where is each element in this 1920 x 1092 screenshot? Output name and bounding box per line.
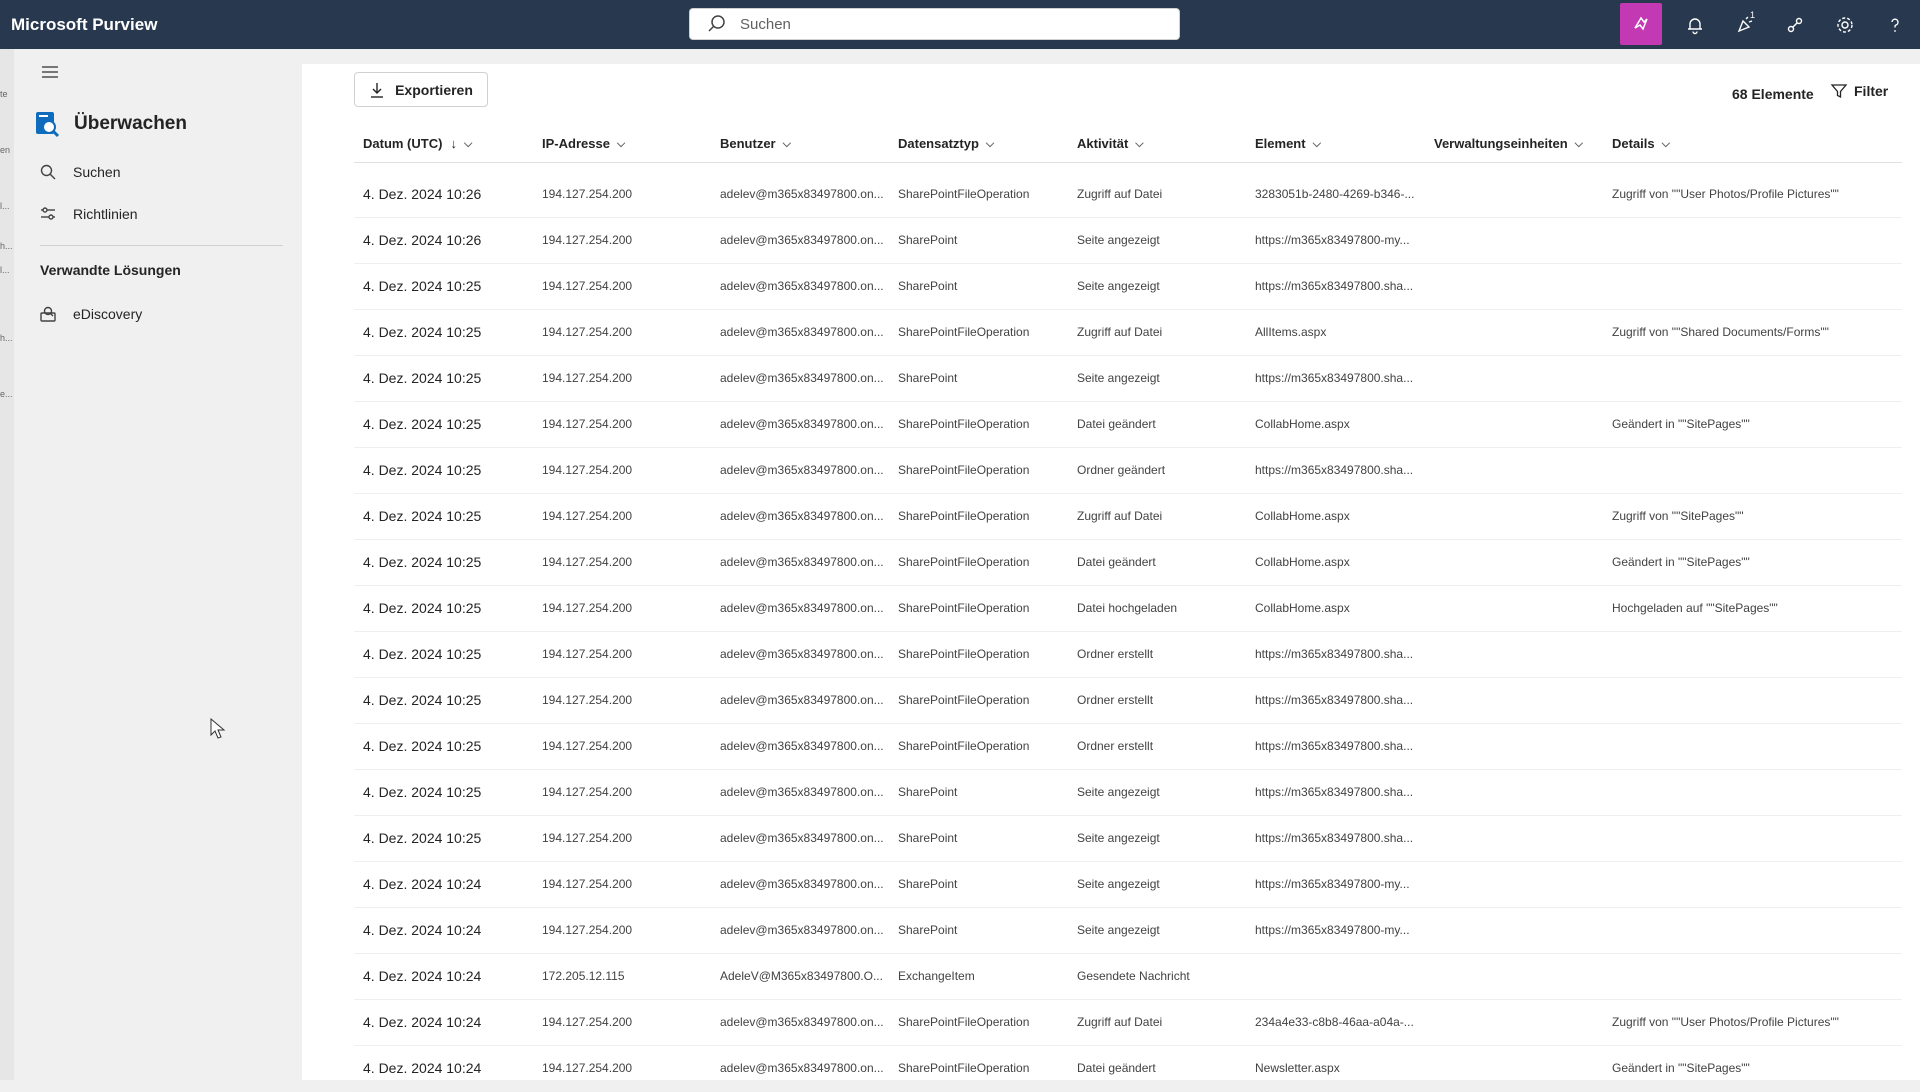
cell-ip-adresse: 194.127.254.200 [542,785,633,799]
cell-datensatztyp: SharePointFileOperation [898,187,1030,201]
cell-element: https://m365x83497800.sha... [1255,463,1414,477]
top-bar-actions [1620,0,1920,49]
ediscovery-icon [39,305,57,323]
column-header-label: Element [1255,136,1306,151]
cell-aktivitaet: Ordner erstellt [1077,693,1154,707]
cell-datensatztyp: SharePoint [898,785,958,799]
cell-aktivitaet: Datei geändert [1077,417,1156,431]
cell-benutzer: adelev@m365x83497800.on... [720,325,884,339]
cell-datum: 4. Dez. 2024 10:25 [363,554,482,570]
chevron-down-icon: ⌵ [782,138,791,150]
settings-icon [1835,15,1855,35]
table-row[interactable] [354,1000,1902,1046]
table-row[interactable] [354,310,1902,356]
cell-datum: 4. Dez. 2024 10:25 [363,600,482,616]
column-header-label: Benutzer [720,136,776,151]
filter-button[interactable] [1830,82,1888,100]
cell-benutzer: adelev@m365x83497800.on... [720,785,884,799]
cell-verwaltungseinheiten [1434,356,1599,401]
sidebar-item-label: Richtlinien [73,206,138,222]
cell-datensatztyp: SharePointFileOperation [898,555,1030,569]
audit-icon [34,110,60,138]
cell-element: https://m365x83497800.sha... [1255,739,1414,753]
notifications-button[interactable] [1670,0,1720,49]
cell-datum: 4. Dez. 2024 10:24 [363,1014,482,1030]
cell-aktivitaet: Seite angezeigt [1077,371,1160,385]
main-panel [302,64,1920,1080]
column-header-details[interactable] [1612,126,1670,162]
cell-datum: 4. Dez. 2024 10:25 [363,462,482,478]
cell-datensatztyp: SharePoint [898,831,958,845]
cell-datensatztyp: SharePointFileOperation [898,739,1030,753]
cell-ip-adresse: 194.127.254.200 [542,693,633,707]
cell-details [1612,264,1897,309]
cell-element: https://m365x83497800-my... [1255,233,1410,247]
cell-datum: 4. Dez. 2024 10:25 [363,416,482,432]
cell-datum: 4. Dez. 2024 10:25 [363,370,482,386]
cell-aktivitaet: Ordner geändert [1077,463,1166,477]
cell-verwaltungseinheiten [1434,586,1599,631]
cell-ip-adresse: 194.127.254.200 [542,555,633,569]
cell-datum: 4. Dez. 2024 10:25 [363,830,482,846]
cell-verwaltungseinheiten [1434,908,1599,953]
cell-benutzer: adelev@m365x83497800.on... [720,463,884,477]
copilot-button[interactable] [1620,3,1662,45]
cell-datum: 4. Dez. 2024 10:26 [363,232,482,248]
export-button-label: Exportieren [395,81,473,98]
chevron-down-icon: ⌵ [1661,138,1670,150]
cell-element: CollabHome.aspx [1255,601,1350,615]
cell-benutzer: adelev@m365x83497800.on... [720,279,884,293]
edge-label: e... [0,389,13,399]
table-row[interactable] [354,218,1902,264]
cell-verwaltungseinheiten [1434,862,1599,907]
cell-verwaltungseinheiten [1434,632,1599,677]
cell-benutzer: adelev@m365x83497800.on... [720,693,884,707]
table-row[interactable] [354,402,1902,448]
chevron-down-icon: ⌵ [1135,138,1144,150]
cell-details [1612,862,1897,907]
hamburger-menu-icon[interactable] [40,62,60,82]
cell-verwaltungseinheiten [1434,218,1599,263]
cell-aktivitaet: Zugriff auf Datei [1077,1015,1163,1029]
cell-verwaltungseinheiten [1434,770,1599,815]
copilot-icon [1631,14,1651,34]
cell-details: Geändert in ""SitePages"" [1612,1061,1750,1075]
sliders-icon [39,205,57,223]
edge-label: l... [0,201,10,211]
filter-button-label: Filter [1854,83,1889,99]
cell-ip-adresse: 194.127.254.200 [542,601,633,615]
cell-ip-adresse: 194.127.254.200 [542,279,633,293]
cell-details [1612,724,1897,769]
table-row[interactable] [354,448,1902,494]
cell-datensatztyp: SharePoint [898,371,958,385]
table-row[interactable] [354,264,1902,310]
cell-element: https://m365x83497800-my... [1255,877,1410,891]
export-button[interactable] [354,72,488,107]
cell-element: Newsletter.aspx [1255,1061,1340,1075]
cell-element: https://m365x83497800.sha... [1255,693,1414,707]
cell-verwaltungseinheiten [1434,402,1599,447]
column-header-verwaltungseinheiten[interactable] [1434,126,1583,162]
cell-datensatztyp: SharePoint [898,233,958,247]
cell-element: https://m365x83497800.sha... [1255,831,1414,845]
table-row[interactable] [354,678,1902,724]
cell-ip-adresse: 194.127.254.200 [542,1015,633,1029]
cell-verwaltungseinheiten [1434,172,1599,217]
sidebar-title [34,110,187,138]
cell-datum: 4. Dez. 2024 10:26 [363,186,482,202]
edge-label: en [0,145,11,155]
top-bar [0,0,1920,49]
cell-verwaltungseinheiten [1434,494,1599,539]
sidebar-item-suchen[interactable] [39,157,120,187]
cell-aktivitaet: Seite angezeigt [1077,233,1160,247]
cell-details: Geändert in ""SitePages"" [1612,417,1750,431]
cell-datum: 4. Dez. 2024 10:25 [363,508,482,524]
cell-element: https://m365x83497800-my... [1255,923,1410,937]
chevron-down-icon: ⌵ [463,138,473,150]
app-title[interactable]: Microsoft Purview [11,15,158,34]
table-row[interactable] [354,494,1902,540]
mouse-cursor-icon [210,718,226,740]
cell-datensatztyp: SharePointFileOperation [898,647,1030,661]
cell-aktivitaet: Ordner erstellt [1077,739,1154,753]
cell-details [1612,448,1897,493]
column-header-benutzer[interactable] [720,126,791,162]
cell-benutzer: adelev@m365x83497800.on... [720,1015,884,1029]
cell-datum: 4. Dez. 2024 10:24 [363,922,482,938]
cell-element: 3283051b-2480-4269-b346-... [1255,187,1415,201]
cell-element: https://m365x83497800.sha... [1255,785,1414,799]
cell-benutzer: adelev@m365x83497800.on... [720,233,884,247]
sidebar-item-label: eDiscovery [73,306,143,322]
cell-datum: 4. Dez. 2024 10:25 [363,324,482,340]
cell-ip-adresse: 194.127.254.200 [542,325,633,339]
cell-aktivitaet: Datei geändert [1077,1061,1156,1075]
cell-datum: 4. Dez. 2024 10:24 [363,1060,482,1076]
cell-datum: 4. Dez. 2024 10:25 [363,278,482,294]
table-row[interactable] [354,862,1902,908]
column-header-label: Aktivität [1077,136,1129,151]
cell-aktivitaet: Seite angezeigt [1077,877,1160,891]
share-icon [1785,15,1805,35]
cell-datensatztyp: SharePoint [898,923,958,937]
cell-verwaltungseinheiten [1434,540,1599,585]
column-header-aktivitaet[interactable] [1077,126,1144,162]
cell-ip-adresse: 194.127.254.200 [542,371,633,385]
cell-aktivitaet: Seite angezeigt [1077,785,1160,799]
chevron-down-icon: ⌵ [985,138,995,150]
cell-element: CollabHome.aspx [1255,509,1350,523]
column-header-element[interactable] [1255,126,1321,162]
cell-details: Geändert in ""SitePages"" [1612,555,1750,569]
cell-benutzer: AdeleV@M365x83497800.O... [720,969,883,983]
table-row[interactable] [354,816,1902,862]
cell-datensatztyp: SharePointFileOperation [898,601,1030,615]
help-button[interactable] [1870,0,1920,49]
cell-datensatztyp: SharePoint [898,279,958,293]
cell-datum: 4. Dez. 2024 10:24 [363,876,482,892]
cell-ip-adresse: 194.127.254.200 [542,509,633,523]
table-row[interactable] [354,770,1902,816]
cell-benutzer: adelev@m365x83497800.on... [720,831,884,845]
sidebar-item-label: Suchen [73,164,121,180]
chevron-down-icon: ⌵ [1312,138,1321,150]
cell-ip-adresse: 194.127.254.200 [542,417,633,431]
cell-benutzer: adelev@m365x83497800.on... [720,601,884,615]
table-row[interactable] [354,632,1902,678]
help-icon [1885,15,1905,35]
cell-verwaltungseinheiten [1434,816,1599,861]
cell-details: Zugriff von ""Shared Documents/Forms"" [1612,325,1829,339]
sidebar-divider [40,245,283,246]
cell-verwaltungseinheiten [1434,1046,1599,1091]
edge-label: h... [0,241,13,251]
cell-element: CollabHome.aspx [1255,555,1350,569]
cell-details: Zugriff von ""User Photos/Profile Pictures"" [1612,1015,1839,1029]
sidebar-title-label: Überwachen [74,113,187,134]
cell-element: CollabHome.aspx [1255,417,1350,431]
cell-aktivitaet: Zugriff auf Datei [1077,509,1163,523]
notification-badge: 1 [1749,10,1755,20]
column-header-label: Datum (UTC) [363,136,443,151]
cell-aktivitaet: Datei geändert [1077,555,1156,569]
cell-aktivitaet: Zugriff auf Datei [1077,187,1163,201]
cell-aktivitaet: Seite angezeigt [1077,831,1160,845]
edge-label: h... [0,333,13,343]
related-solutions-heading: Verwandte Lösungen [40,262,181,278]
cell-details [1612,770,1897,815]
edge-label: te [0,89,8,99]
cell-datensatztyp: ExchangeItem [898,969,975,983]
column-header-ip-adresse[interactable] [542,126,625,162]
cell-datum: 4. Dez. 2024 10:25 [363,646,482,662]
cell-element: https://m365x83497800.sha... [1255,371,1414,385]
download-icon [369,82,385,98]
cell-benutzer: adelev@m365x83497800.on... [720,647,884,661]
cell-ip-adresse: 194.127.254.200 [542,647,633,661]
sidebar-item-richtlinien[interactable] [39,199,138,229]
cell-ip-adresse: 194.127.254.200 [542,463,633,477]
search-icon [39,163,57,181]
cell-verwaltungseinheiten [1434,310,1599,355]
table-row[interactable] [354,908,1902,954]
table-row[interactable] [354,586,1902,632]
whats-new-button[interactable] [1720,0,1770,49]
global-search-box[interactable] [689,8,1180,40]
sidebar [14,49,302,1080]
cell-benutzer: adelev@m365x83497800.on... [720,371,884,385]
settings-button[interactable] [1820,0,1870,49]
cell-benutzer: adelev@m365x83497800.on... [720,877,884,891]
cell-ip-adresse: 194.127.254.200 [542,1061,633,1075]
cell-details [1612,678,1897,723]
cell-element: 234a4e33-c8b8-46aa-a04a-... [1255,1015,1414,1029]
cell-benutzer: adelev@m365x83497800.on... [720,187,884,201]
cell-verwaltungseinheiten [1434,954,1599,999]
cell-datensatztyp: SharePointFileOperation [898,509,1030,523]
cell-datum: 4. Dez. 2024 10:25 [363,784,482,800]
cell-ip-adresse: 194.127.254.200 [542,233,633,247]
cell-details: Zugriff von ""User Photos/Profile Pictures"" [1612,187,1839,201]
cell-benutzer: adelev@m365x83497800.on... [720,509,884,523]
table-header [354,126,1902,163]
table-row[interactable] [354,724,1902,770]
cell-details: Hochgeladen auf ""SitePages"" [1612,601,1778,615]
edge-label: l... [0,265,10,275]
cell-details [1612,954,1897,999]
cell-ip-adresse: 194.127.254.200 [542,187,633,201]
cell-benutzer: adelev@m365x83497800.on... [720,923,884,937]
cell-datensatztyp: SharePointFileOperation [898,1061,1030,1075]
cell-aktivitaet: Seite angezeigt [1077,923,1160,937]
cell-ip-adresse: 172.205.12.115 [542,969,625,983]
cell-aktivitaet: Datei hochgeladen [1077,601,1178,615]
cell-ip-adresse: 194.127.254.200 [542,877,633,891]
cell-details: Zugriff von ""SitePages"" [1612,509,1744,523]
cell-datum: 4. Dez. 2024 10:25 [363,738,482,754]
cell-datensatztyp: SharePointFileOperation [898,417,1030,431]
column-header-label: Verwaltungseinheiten [1434,136,1568,151]
cell-details [1612,632,1897,677]
search-input[interactable] [738,15,1142,34]
cell-verwaltungseinheiten [1434,264,1599,309]
cell-ip-adresse: 194.127.254.200 [542,831,633,845]
cell-element [1255,954,1425,999]
cell-benutzer: adelev@m365x83497800.on... [720,555,884,569]
search-icon [706,13,728,35]
column-header-datum[interactable] [363,126,472,162]
table-row[interactable] [354,540,1902,586]
cell-aktivitaet: Ordner erstellt [1077,647,1154,661]
cell-datum: 4. Dez. 2024 10:24 [363,968,482,984]
cell-datum: 4. Dez. 2024 10:25 [363,692,482,708]
cell-verwaltungseinheiten [1434,448,1599,493]
cell-details [1612,218,1897,263]
cell-ip-adresse: 194.127.254.200 [542,739,633,753]
left-edge-strip [0,49,14,1080]
table-row[interactable] [354,954,1902,1000]
sort-descending-icon: ↓ [450,136,457,151]
cell-datensatztyp: SharePointFileOperation [898,693,1030,707]
table-row[interactable] [354,172,1902,218]
table-body [354,172,1902,1092]
cell-element: AllItems.aspx [1255,325,1327,339]
cell-verwaltungseinheiten [1434,1000,1599,1045]
cell-details [1612,908,1897,953]
cell-datensatztyp: SharePointFileOperation [898,463,1030,477]
cell-element: https://m365x83497800.sha... [1255,279,1414,293]
filter-icon [1830,82,1848,100]
item-count: 68 Elemente [1732,86,1814,102]
cell-datensatztyp: SharePointFileOperation [898,1015,1030,1029]
bell-icon [1685,15,1705,35]
cell-benutzer: adelev@m365x83497800.on... [720,1061,884,1075]
cell-aktivitaet: Zugriff auf Datei [1077,325,1163,339]
column-header-label: IP-Adresse [542,136,610,151]
table-row[interactable] [354,1046,1902,1092]
table-row[interactable] [354,356,1902,402]
cell-datensatztyp: SharePointFileOperation [898,325,1030,339]
cell-aktivitaet: Seite angezeigt [1077,279,1160,293]
cell-ip-adresse: 194.127.254.200 [542,923,633,937]
share-button[interactable] [1770,0,1820,49]
cell-details [1612,816,1897,861]
cell-benutzer: adelev@m365x83497800.on... [720,739,884,753]
cell-verwaltungseinheiten [1434,678,1599,723]
cell-element: https://m365x83497800.sha... [1255,647,1414,661]
column-header-datensatztyp[interactable] [898,126,994,162]
sidebar-item-ediscovery[interactable] [39,299,142,329]
chevron-down-icon: ⌵ [1574,138,1583,150]
cell-verwaltungseinheiten [1434,724,1599,769]
cell-details [1612,356,1897,401]
cell-aktivitaet: Gesendete Nachricht [1077,969,1190,983]
cell-datensatztyp: SharePoint [898,877,958,891]
cell-benutzer: adelev@m365x83497800.on... [720,417,884,431]
column-header-label: Datensatztyp [898,136,979,151]
column-header-label: Details [1612,136,1655,151]
chevron-down-icon: ⌵ [616,138,626,150]
